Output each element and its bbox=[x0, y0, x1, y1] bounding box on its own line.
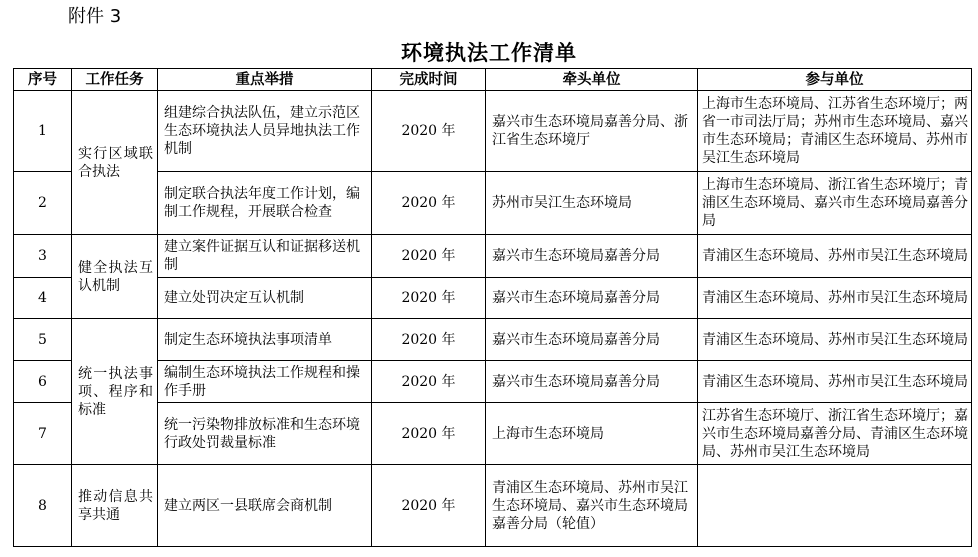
enforcement-task-table bbox=[13, 68, 972, 547]
row-no: 3 bbox=[14, 235, 72, 278]
task-cell: 健全执法互认机制 bbox=[72, 235, 158, 319]
measure-cell: 建立案件证据互认和证据移送机制 bbox=[158, 235, 372, 278]
header-deadline: 完成时间 bbox=[372, 69, 486, 91]
lead-cell: 嘉兴市生态环境局嘉善分局、浙江省生态环境厅 bbox=[486, 91, 698, 172]
deadline-cell: 2020 年 bbox=[372, 403, 486, 465]
lead-cell: 青浦区生态环境局、苏州市吴江生态环境局、嘉兴市生态环境局嘉善分局（轮值） bbox=[486, 465, 698, 547]
row-no: 5 bbox=[14, 319, 72, 361]
lead-cell: 嘉兴市生态环境局嘉善分局 bbox=[486, 319, 698, 361]
lead-cell: 上海市生态环境局 bbox=[486, 403, 698, 465]
lead-cell: 嘉兴市生态环境局嘉善分局 bbox=[486, 361, 698, 403]
participants-cell bbox=[698, 465, 972, 547]
participants-cell: 青浦区生态环境局、苏州市吴江生态环境局 bbox=[698, 235, 972, 278]
measure-cell: 编制生态环境执法工作规程和操作手册 bbox=[158, 361, 372, 403]
document-title: 环境执法工作清单 bbox=[401, 40, 577, 65]
measure-cell: 建立两区一县联席会商机制 bbox=[158, 465, 372, 547]
row-no: 8 bbox=[14, 465, 72, 547]
deadline-cell: 2020 年 bbox=[372, 91, 486, 172]
row-no: 6 bbox=[14, 361, 72, 403]
attachment-label: 附件 3 bbox=[68, 6, 122, 27]
lead-cell: 嘉兴市生态环境局嘉善分局 bbox=[486, 235, 698, 278]
row-no: 1 bbox=[14, 91, 72, 172]
table-header-row bbox=[14, 69, 972, 91]
row-no: 2 bbox=[14, 172, 72, 235]
header-participants: 参与单位 bbox=[698, 69, 972, 91]
measure-cell: 建立处罚决定互认机制 bbox=[158, 278, 372, 319]
task-cell: 实行区域联合执法 bbox=[72, 91, 158, 235]
measure-cell: 组建综合执法队伍，建立示范区生态环境执法人员异地执法工作机制 bbox=[158, 91, 372, 172]
row-no: 7 bbox=[14, 403, 72, 465]
header-measure: 重点举措 bbox=[158, 69, 372, 91]
table-row bbox=[14, 361, 972, 403]
deadline-cell: 2020 年 bbox=[372, 172, 486, 235]
deadline-cell: 2020 年 bbox=[372, 465, 486, 547]
task-cell: 推动信息共享共通 bbox=[72, 465, 158, 547]
measure-cell: 统一污染物排放标准和生态环境行政处罚裁量标准 bbox=[158, 403, 372, 465]
row-no: 4 bbox=[14, 278, 72, 319]
lead-cell: 苏州市吴江生态环境局 bbox=[486, 172, 698, 235]
participants-cell: 江苏省生态环境厅、浙江省生态环境厅；嘉兴市生态环境局嘉善分局、青浦区生态环境局、苏州市吴江生态环境局 bbox=[698, 403, 972, 465]
table-row bbox=[14, 403, 972, 465]
deadline-cell: 2020 年 bbox=[372, 319, 486, 361]
table-row bbox=[14, 91, 972, 172]
participants-cell: 上海市生态环境局、浙江省生态环境厅；青浦区生态环境局、嘉兴市生态环境局嘉善分局 bbox=[698, 172, 972, 235]
participants-cell: 青浦区生态环境局、苏州市吴江生态环境局 bbox=[698, 278, 972, 319]
deadline-cell: 2020 年 bbox=[372, 278, 486, 319]
table-row bbox=[14, 319, 972, 361]
participants-cell: 青浦区生态环境局、苏州市吴江生态环境局 bbox=[698, 361, 972, 403]
table-row bbox=[14, 235, 972, 278]
deadline-cell: 2020 年 bbox=[372, 361, 486, 403]
table-row bbox=[14, 172, 972, 235]
deadline-cell: 2020 年 bbox=[372, 235, 486, 278]
measure-cell: 制定联合执法年度工作计划，编制工作规程，开展联合检查 bbox=[158, 172, 372, 235]
participants-cell: 上海市生态环境局、江苏省生态环境厅；两省一市司法厅局；苏州市生态环境局、嘉兴市生态环境局；青浦区生态环境局、苏州市吴江生态环境局 bbox=[698, 91, 972, 172]
lead-cell: 嘉兴市生态环境局嘉善分局 bbox=[486, 278, 698, 319]
header-task: 工作任务 bbox=[72, 69, 158, 91]
measure-cell: 制定生态环境执法事项清单 bbox=[158, 319, 372, 361]
task-cell: 统一执法事项、程序和标准 bbox=[72, 319, 158, 465]
table-row bbox=[14, 465, 972, 547]
header-lead: 牵头单位 bbox=[486, 69, 698, 91]
header-no: 序号 bbox=[14, 69, 72, 91]
participants-cell: 青浦区生态环境局、苏州市吴江生态环境局 bbox=[698, 319, 972, 361]
table-row bbox=[14, 278, 972, 319]
